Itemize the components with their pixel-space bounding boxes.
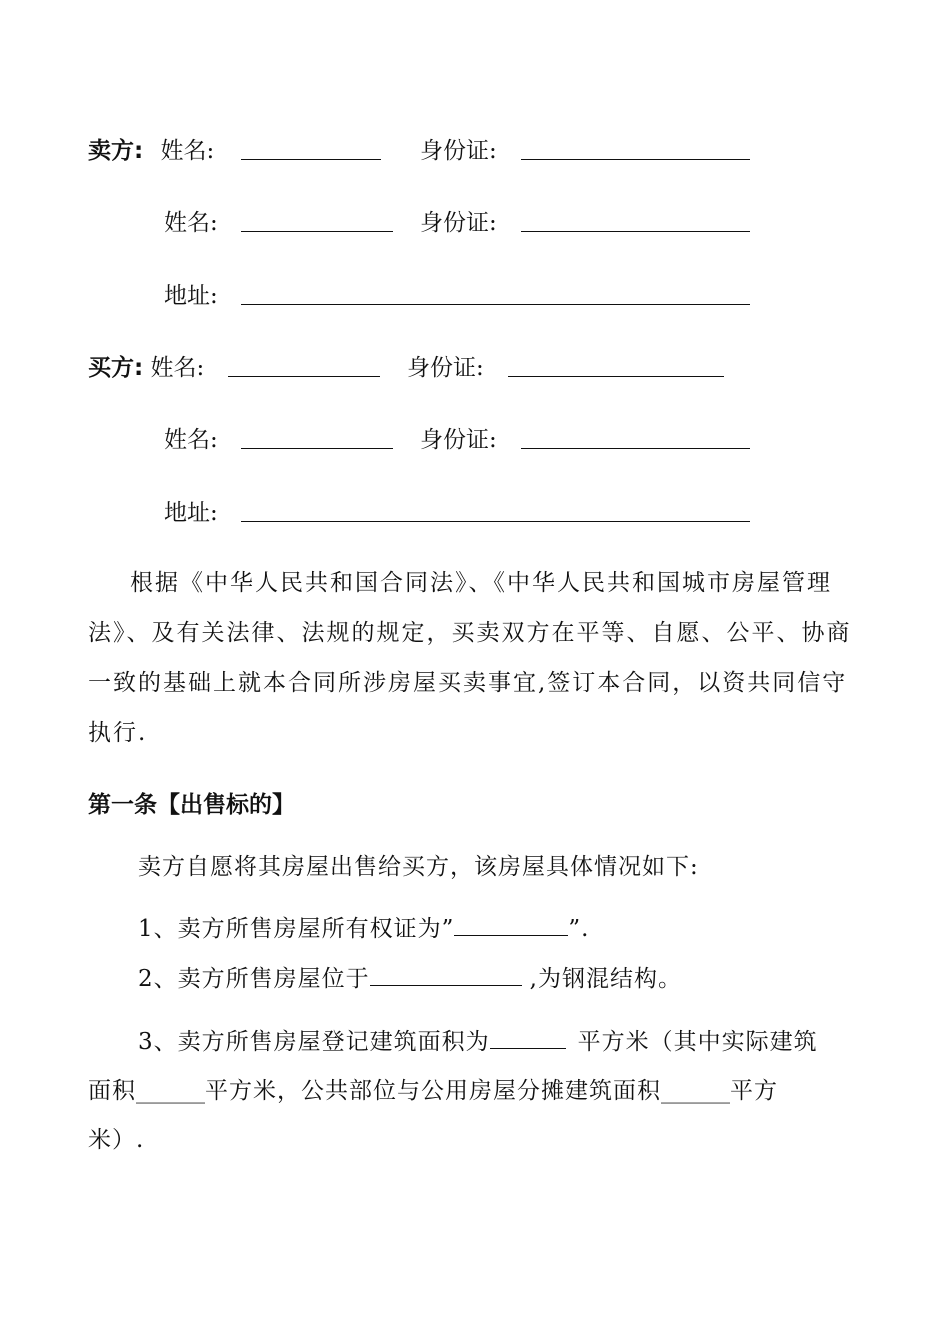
item-2-suffix: ,为钢混结构。 — [529, 966, 682, 992]
registered-area-field[interactable] — [490, 1026, 566, 1049]
seller-label: 卖方: — [88, 138, 144, 164]
id-label: 身份证: — [407, 355, 484, 381]
buyer-label: 买方: — [88, 355, 144, 381]
item-2-prefix: 2、卖方所售房屋位于 — [138, 966, 370, 992]
item-3-suffix: 平方米（其中实际建筑 — [577, 1029, 818, 1055]
certificate-number-field[interactable] — [454, 913, 568, 936]
buyer-name-1-field[interactable] — [228, 354, 380, 377]
actual-area-field[interactable]: ______ — [136, 1078, 205, 1104]
seller-id-1-field[interactable] — [521, 137, 750, 160]
item-1-suffix: ”. — [568, 916, 590, 942]
name-label: 姓名: — [164, 427, 218, 453]
name-label: 姓名: — [164, 210, 218, 236]
item-3-shared-text: 平方米，公共部位与公用房屋分摊建筑面积 — [205, 1078, 661, 1104]
item-3-unit: 平方 — [730, 1078, 778, 1104]
item-2 — [138, 963, 682, 994]
buyer-row-1 — [88, 353, 204, 383]
house-location-field[interactable] — [370, 963, 522, 986]
buyer-name-2-field[interactable] — [241, 426, 393, 449]
shared-area-field[interactable]: ______ — [661, 1078, 730, 1104]
name-label: 姓名: — [150, 355, 205, 381]
id-label: 身份证: — [420, 427, 497, 453]
item-1 — [138, 913, 589, 944]
seller-row-1 — [88, 136, 214, 166]
item-3-area-label: 面积 — [88, 1078, 136, 1104]
address-label: 地址: — [164, 500, 218, 526]
item-3-line-3: 米）. — [88, 1127, 145, 1153]
seller-name-1-field[interactable] — [241, 137, 381, 160]
name-label: 姓名: — [160, 138, 215, 164]
item-3-line-1 — [138, 1026, 818, 1057]
seller-name-2-field[interactable] — [241, 209, 393, 232]
id-label: 身份证: — [420, 210, 497, 236]
address-label: 地址: — [164, 283, 218, 309]
article-1-lead: 卖方自愿将其房屋出售给买方，该房屋具体情况如下: — [138, 854, 699, 880]
item-3-prefix: 3、卖方所售房屋登记建筑面积为 — [138, 1029, 490, 1055]
article-1-title: 第一条【出售标的】 — [88, 792, 295, 818]
intro-paragraph: 根据《中华人民共和国合同法》、《中华人民共和国城市房屋管理法》、及有关法律、法规的规定，买卖双方在平等、自愿、公平、协商一致的基础上就本合同所涉房屋买卖事宜,签订本合同，以资共同信守执行. — [88, 570, 852, 746]
buyer-address-field[interactable] — [241, 499, 750, 522]
id-label: 身份证: — [420, 138, 497, 164]
item-3-line-2 — [88, 1076, 778, 1106]
buyer-id-1-field[interactable] — [508, 354, 724, 377]
seller-id-2-field[interactable] — [521, 209, 750, 232]
item-1-prefix: 1、卖方所售房屋所有权证为” — [138, 916, 455, 942]
seller-address-field[interactable] — [241, 282, 750, 305]
buyer-id-2-field[interactable] — [521, 426, 750, 449]
